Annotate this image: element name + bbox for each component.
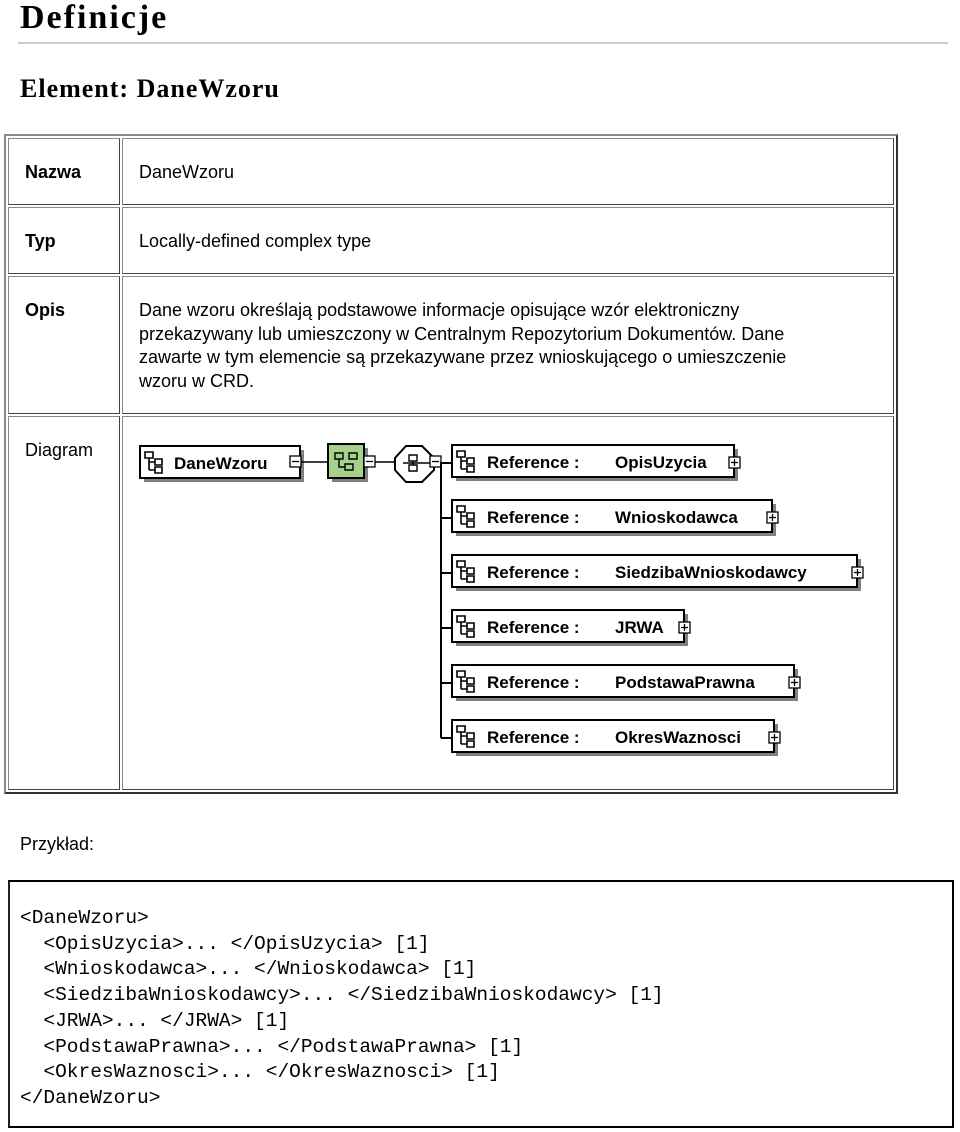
reference-node	[441, 610, 690, 646]
row-label-typ: Typ	[8, 207, 120, 274]
reference-name: JRWA	[615, 618, 664, 637]
code-line: <JRWA>... </JRWA> [1]	[20, 1009, 290, 1032]
table-row	[8, 416, 894, 790]
title-divider	[18, 42, 948, 44]
code-line: <SiedzibaWnioskodawcy>... </SiedzibaWnioskodawcy> [1]	[20, 984, 664, 1007]
expand-icon	[767, 512, 778, 523]
example-label: Przykład:	[20, 834, 95, 854]
code-line: <PodstawaPrawna>... </PodstawaPrawna> [1]	[20, 1035, 524, 1058]
code-line: <Wnioskodawca>... </Wnioskodawca> [1]	[20, 958, 477, 981]
sequence-octagon	[395, 446, 434, 482]
reference-node	[441, 500, 778, 536]
sequence-node	[395, 446, 441, 482]
reference-node	[441, 445, 740, 481]
reference-prefix: Reference :	[487, 618, 580, 637]
code-line: <DaneWzoru>	[20, 907, 149, 929]
row-value-nazwa: DaneWzoru	[122, 138, 894, 205]
expand-icon	[729, 457, 740, 468]
reference-prefix: Reference :	[487, 508, 580, 527]
code-line: <OpisUzycia>... </OpisUzycia> [1]	[20, 932, 430, 955]
collapse-icon	[290, 456, 301, 467]
row-label-opis: Opis	[8, 276, 120, 414]
expand-icon	[679, 622, 690, 633]
code-line: <OkresWaznosci>... </OkresWaznosci> [1]	[20, 1061, 500, 1084]
row-value-opis: Dane wzoru określają podstawowe informacje opisujące wzór elektroniczny przekazywany lub umieszczony w Centralnym Repozytorium Dokumentów. Dane zawarte w tym elemencie są przekazywane przez wnioskującego o umieszczenie wzoru w CRD.	[122, 276, 894, 414]
diagram-cell	[122, 416, 894, 790]
reference-prefix: Reference :	[487, 563, 580, 582]
complex-type-node	[328, 444, 375, 482]
collapse-icon	[430, 456, 441, 467]
table-row	[8, 207, 894, 274]
expand-icon	[852, 567, 863, 578]
reference-prefix: Reference :	[487, 673, 580, 692]
reference-node	[441, 555, 863, 591]
page-title: Definicje	[20, 0, 169, 36]
table-row	[8, 138, 894, 205]
complex-type-box	[328, 444, 364, 478]
row-label-diagram: Diagram	[8, 416, 120, 790]
reference-name: Wnioskodawca	[615, 508, 738, 527]
definition-table	[4, 134, 898, 794]
schema-diagram	[123, 417, 893, 767]
element-heading: Element: DaneWzoru	[20, 74, 280, 103]
reference-name: OkresWaznosci	[615, 728, 741, 747]
collapse-icon	[364, 456, 375, 467]
table-row	[8, 276, 894, 414]
expand-icon	[789, 677, 800, 688]
code-line: </DaneWzoru>	[20, 1086, 161, 1109]
reference-name: PodstawaPrawna	[615, 673, 755, 692]
reference-name: OpisUzycia	[615, 453, 707, 472]
row-value-typ: Locally-defined complex type	[122, 207, 894, 274]
reference-prefix: Reference :	[487, 728, 580, 747]
root-element-name: DaneWzoru	[174, 454, 268, 473]
expand-icon	[769, 732, 780, 743]
reference-name: SiedzibaWnioskodawcy	[615, 563, 807, 582]
row-label-nazwa: Nazwa	[8, 138, 120, 205]
reference-node	[441, 665, 800, 701]
reference-node	[441, 720, 780, 756]
root-element-node	[140, 446, 304, 482]
example-code-box	[8, 880, 954, 1128]
example-code	[10, 882, 952, 1112]
reference-prefix: Reference :	[487, 453, 580, 472]
